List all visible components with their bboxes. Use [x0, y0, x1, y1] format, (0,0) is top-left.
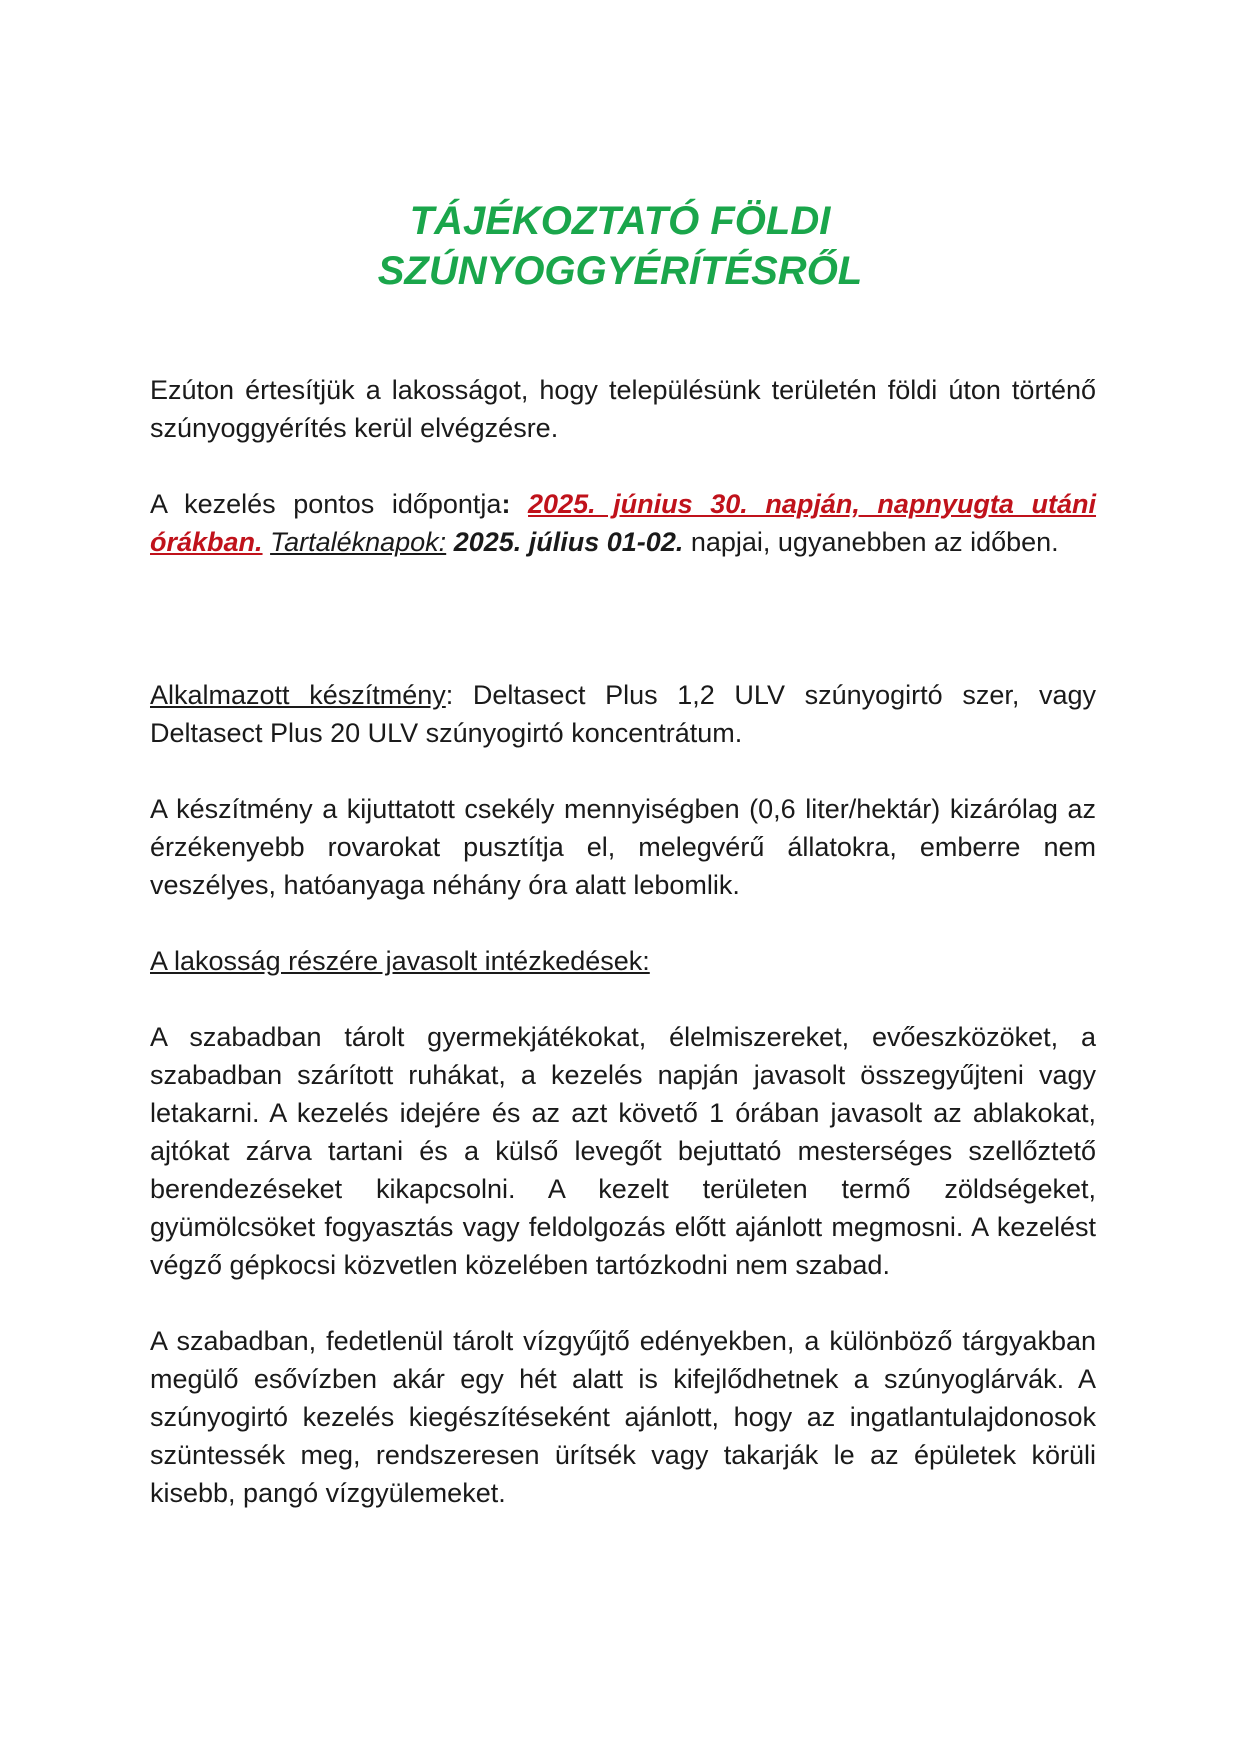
product-paragraph	[150, 676, 1096, 752]
title-line-2: SZÚNYOGGYÉRÍTÉSRŐL	[377, 249, 863, 293]
measures-paragraph-2	[150, 1322, 1096, 1512]
measures-heading-text: A lakosság részére javasolt intézkedések:	[150, 946, 650, 976]
safety-text: A készítmény a kijuttatott csekély mennyiségben (0,6 liter/hektár) kizárólag az érzékenyebb rovarokat pusztítja el, melegvérű állatokra, emberre nem veszélyes, hatóanyaga néhány óra alatt lebomlik.	[150, 794, 1096, 900]
safety-paragraph	[150, 790, 1096, 904]
reserve-days-label: Tartaléknapok:	[270, 527, 447, 557]
document-title	[150, 196, 1090, 296]
measures-paragraph-1	[150, 1018, 1096, 1284]
measures-text-1: A szabadban tárolt gyermekjátékokat, élelmiszereket, evőeszközöket, a szabadban szárított ruhákat, a kezelés napján javasolt összegyűjteni vagy letakarni. A kezelés idejére és az azt követő 1 órában javasolt az ablakokat, ajtókat zárva tartani és a külső levegőt bejuttató mesterséges szellőztető berendezéseket kikapcsolni. A kezelt területen termő zöldségeket, gyümölcsöket fogyasztás vagy feldolgozás előtt ajánlott megmosni. A kezelést végző gépkocsi közvetlen közelében tartózkodni nem szabad.	[150, 1022, 1096, 1280]
reserve-dates: 2025. július 01-02.	[453, 527, 684, 557]
product-label: Alkalmazott készítmény	[150, 680, 446, 710]
intro-text: Ezúton értesítjük a lakosságot, hogy településünk területén földi úton történő szúnyoggyérítés kerül elvégzésre.	[150, 375, 1096, 443]
measures-heading	[150, 942, 1096, 980]
schedule-paragraph	[150, 485, 1096, 561]
title-line-1: TÁJÉKOZTATÓ FÖLDI	[409, 199, 831, 243]
schedule-colon: :	[501, 489, 529, 519]
intro-paragraph	[150, 371, 1096, 447]
reserve-suffix: napjai, ugyanebben az időben.	[683, 527, 1059, 557]
product-text: : Deltasect Plus 1,2 ULV szúnyogirtó szer, vagy Deltasect Plus 20 ULV szúnyogirtó koncentrátum.	[150, 680, 1097, 748]
measures-text-2: A szabadban, fedetlenül tárolt vízgyűjtő edényekben, a különböző tárgyakban megülő esővízben akár egy hét alatt is kifejlődhetnek a szúnyoglárvák. A szúnyogirtó kezelés kiegészítéseként ajánlott, hogy az ingatlantulajdonosok szüntessék meg, rendszeresen ürítsék vagy takarják le az épületek körüli kisebb, pangó vízgyülemeket.	[150, 1326, 1096, 1508]
treatment-date: 2025. június 30. napján, napnyugta utáni órákban.	[150, 489, 1097, 557]
schedule-label: A kezelés pontos időpontja	[150, 489, 502, 519]
